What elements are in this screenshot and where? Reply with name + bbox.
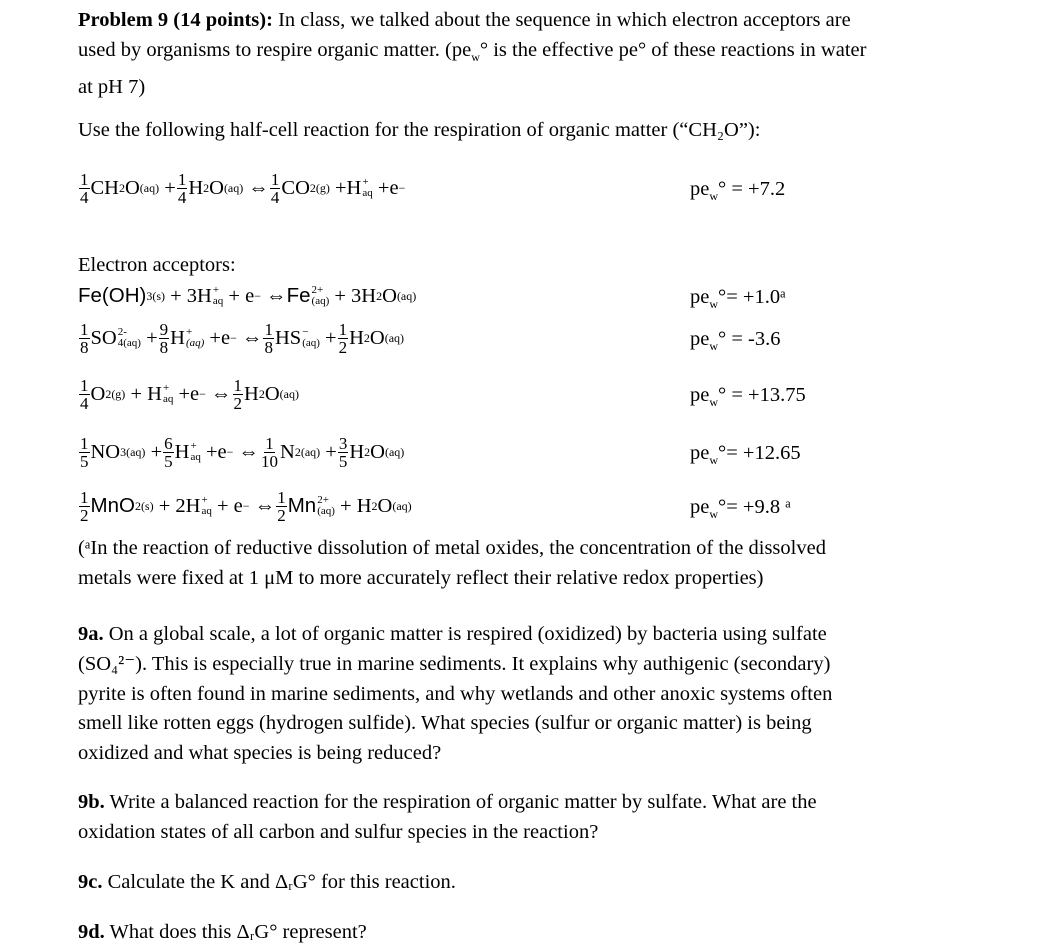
- q9b-line-2: oxidation states of all carbon and sulfur species in the reaction?: [78, 820, 599, 843]
- problem-intro: [78, 6, 978, 102]
- footnote: [78, 534, 978, 594]
- donor-pe: $pe_w^\circ = +7.2$: [690, 178, 786, 204]
- intro-line-2: used by organisms to respire organic matter. (pe: [78, 38, 472, 61]
- question-9d: [78, 918, 978, 948]
- acceptor-equation-feoh3: Fe(OH) 3(s) + 3H + aq + e − ⇔ Fe 2+ (aq) + 3H 2 O (aq): [78, 284, 417, 307]
- q9b-line-1: Write a balanced reaction for the respiration of organic matter by sulfate. What are the: [109, 791, 817, 813]
- pe-subscript: w: [471, 49, 480, 64]
- acceptor-pe-nitrate: $pe_w^\circ= +12.65$: [690, 442, 801, 468]
- question-9b: [78, 788, 978, 848]
- q9d-text: What does this ΔᵣG° represent?: [109, 921, 367, 943]
- acceptors-heading: Electron acceptors:: [78, 254, 236, 276]
- q9a-label: 9a.: [78, 623, 104, 645]
- donor-reaction-row: [78, 168, 1018, 208]
- acceptor-pe-sulfate: $pe_w^\circ = -3.6$: [690, 328, 781, 354]
- question-9a: [78, 620, 978, 769]
- acceptor-row-sulfate: [78, 318, 1018, 358]
- acceptor-row-nitrate: [78, 432, 1018, 472]
- acceptor-equation-sulfate: $\frac{1}{8}$ SO 2- 4(aq) + $\frac{9}{8}$ H + (aq) +e − ⇔ $\frac{1}{8}$ HS − (aq) + $\frac{1}{2}$ H 2 O (aq): [80, 319, 405, 357]
- acceptor-row-oxygen: [78, 374, 1018, 414]
- acceptor-row-mno2: [78, 486, 1018, 526]
- acceptor-equation-oxygen: $\frac{1}{4}$ O 2(g) + H + aq +e − ⇔ $\frac{1}{2}$ H 2 O (aq): [80, 375, 299, 413]
- intro-line-3: at pH 7): [78, 75, 146, 98]
- problem-title: Problem 9 (14 points):: [78, 9, 273, 31]
- q9a-line-3: pyrite is often found in marine sediments, and why wetlands and other anoxic systems often: [78, 682, 833, 705]
- acceptor-pe-feoh3: $pe_w^\circ=$ +1.0ᵃ: [690, 286, 786, 312]
- q9a-line-4: smell like rotten eggs (hydrogen sulfide). What species (sulfur or organic matter) is being: [78, 712, 812, 735]
- q9c-text: Calculate the K and ΔᵣG° for this reaction.: [107, 871, 456, 893]
- intro-line-1: In class, we talked about the sequence in which electron acceptors are: [278, 9, 851, 31]
- use-line: Use the following half-cell reaction for the respiration of organic matter (“CH₂O”):: [78, 119, 761, 141]
- acceptor-row-feoh3: [78, 276, 1018, 316]
- acceptor-pe-oxygen: $pe_w^\circ = +13.75$: [690, 384, 806, 410]
- question-9c: [78, 868, 978, 898]
- footnote-line-1: (ᵃIn the reaction of reductive dissolution of metal oxides, the concentration of the dissolved: [78, 537, 826, 559]
- q9b-label: 9b.: [78, 791, 105, 813]
- acceptor-pe-mno2: $pe_w^\circ= +9.8$ ᵃ: [690, 496, 791, 522]
- acceptor-equation-nitrate: $\frac{1}{5}$ NO 3(aq) + $\frac{6}{5}$ H + aq +e − ⇔ $\frac{1}{10}$ N 2(aq) + $\frac{3}{5}$ H 2 O (aq): [80, 433, 405, 471]
- q9a-line-1: On a global scale, a lot of organic matter is respired (oxidized) by bacteria using sulfate: [108, 623, 827, 645]
- footnote-line-2: metals were fixed at 1 μM to more accurately reflect their relative redox properties): [78, 566, 764, 589]
- q9d-label: 9d.: [78, 921, 105, 943]
- acceptor-equation-mno2: $\frac{1}{2}$ MnO 2(s) + 2H + aq + e − ⇔ $\frac{1}{2}$ Mn 2+ (aq) + H 2 O (aq): [80, 487, 412, 525]
- q9a-line-2: (SO₄²⁻). This is especially true in marine sediments. It explains why authigenic (secondary): [78, 652, 831, 675]
- intro-line-2b: ° is the effective pe° of these reactions in water: [479, 38, 867, 61]
- q9a-line-5: oxidized and what species is being reduced?: [78, 742, 442, 765]
- q9c-label: 9c.: [78, 871, 103, 893]
- donor-equation: $\frac{1}{4}$ CH 2 O (aq) + $\frac{1}{4}$ H 2 O (aq) ⇔ $\frac{1}{4}$ CO 2(g) +H + aq +e −: [80, 169, 406, 207]
